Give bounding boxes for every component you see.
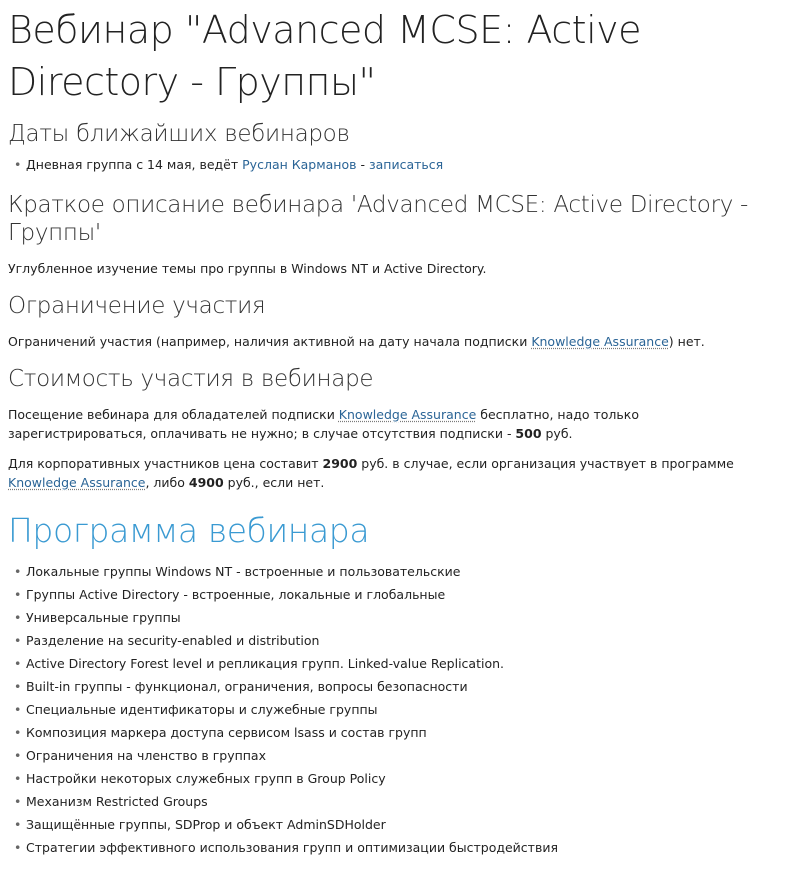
cost-p2-middle2: , либо [145,475,189,490]
dates-separator: - [356,157,369,172]
list-item [14,606,777,629]
instructor-link[interactable]: Руслан Карманов [242,157,357,172]
dates-heading: Даты ближайших вебинаров [8,121,350,147]
bullet-icon: • [14,564,22,579]
cost-paragraph-2 [8,454,777,492]
list-item [14,652,777,675]
knowledge-assurance-link[interactable]: Knowledge Assurance [338,407,477,422]
cost-price-corporate: 4900 [188,475,224,490]
cost-paragraph-1 [8,405,777,443]
bullet-icon: • [14,656,22,671]
list-item [14,836,777,859]
program-list [14,560,777,859]
cost-heading: Стоимость участия в вебинаре [8,366,374,392]
list-item [14,583,777,606]
page-title: Вебинар "Advanced MCSE: Active Directory - Группы" [8,8,642,104]
list-item [14,744,777,767]
program-item-text: Механизм Restricted Groups [26,794,208,809]
limits-text [8,332,777,351]
list-item [14,790,777,813]
knowledge-assurance-link[interactable]: Knowledge Assurance [531,334,669,349]
program-item-text: Специальные идентификаторы и служебные группы [26,702,378,717]
list-item [14,813,777,836]
description-heading: Краткое описание вебинара 'Advanced MCSE: Active Directory - Группы' [8,192,749,246]
program-item-text: Ограничения на членство в группах [26,748,266,763]
program-item-text: Защищённые группы, SDProp и объект AdminSDHolder [26,817,386,832]
bullet-icon: • [14,748,22,763]
bullet-icon: • [14,794,22,809]
list-item [14,721,777,744]
bullet-icon: • [14,633,22,648]
bullet-icon: • [14,702,22,717]
program-item-text: Универсальные группы [26,610,181,625]
cost-p2-middle1: руб. в случае, если организация участвует в программе [357,456,734,471]
list-item [14,629,777,652]
program-item-text: Built-in группы - функционал, ограничения, вопросы безопасности [26,679,468,694]
bullet-icon: • [14,725,22,740]
cost-p1-middle: бесплатно, надо только зарегистрироваться, оплачивать не нужно; в случае отсутствия подписки - [8,407,639,441]
program-item-text: Разделение на security-enabled и distribution [26,633,320,648]
cost-p1-after: руб. [541,426,573,441]
cost-p2-after: руб., если нет. [223,475,325,490]
list-item [14,698,777,721]
bullet-icon: • [14,679,22,694]
limits-text-before: Ограничений участия (например, наличия активной на дату начала подписки [8,334,532,349]
bullet-icon: • [14,840,22,855]
bullet-icon: • [14,771,22,786]
program-item-text: Локальные группы Windows NT - встроенные и пользовательские [26,564,461,579]
program-item-text: Настройки некоторых служебных групп в Group Policy [26,771,386,786]
cost-price-subscription: 500 [515,426,542,441]
bullet-icon: • [14,817,22,832]
program-item-text: Стратегии эффективного использования групп и оптимизации быстродействия [26,840,558,855]
bullet-icon: • [14,157,22,172]
signup-link[interactable]: записаться [368,157,444,172]
knowledge-assurance-link[interactable]: Knowledge Assurance [8,475,146,490]
program-item-text: Active Directory Forest level и репликация групп. Linked-value Replication. [26,656,505,671]
list-item [14,153,777,176]
bullet-icon: • [14,587,22,602]
program-item-text: Композиция маркера доступа сервисом lsass и состав групп [26,725,427,740]
limits-text-after: ) нет. [668,334,705,349]
list-item [14,767,777,790]
program-item-text: Группы Active Directory - встроенные, локальные и глобальные [26,587,446,602]
list-item [14,675,777,698]
cost-p2-before: Для корпоративных участников цена составит [8,456,323,471]
list-item [14,560,777,583]
dates-item-text: Дневная группа с 14 мая, ведёт [26,157,243,172]
description-text: Углубленное изучение темы про группы в Windows NT и Active Directory. [8,261,487,276]
cost-p1-before: Посещение вебинара для обладателей подписки [8,407,339,422]
dates-list [14,153,777,176]
cost-price-corporate-ka: 2900 [322,456,358,471]
bullet-icon: • [14,610,22,625]
limits-heading: Ограничение участия [8,293,266,319]
program-heading: Программа вебинара [8,511,370,550]
